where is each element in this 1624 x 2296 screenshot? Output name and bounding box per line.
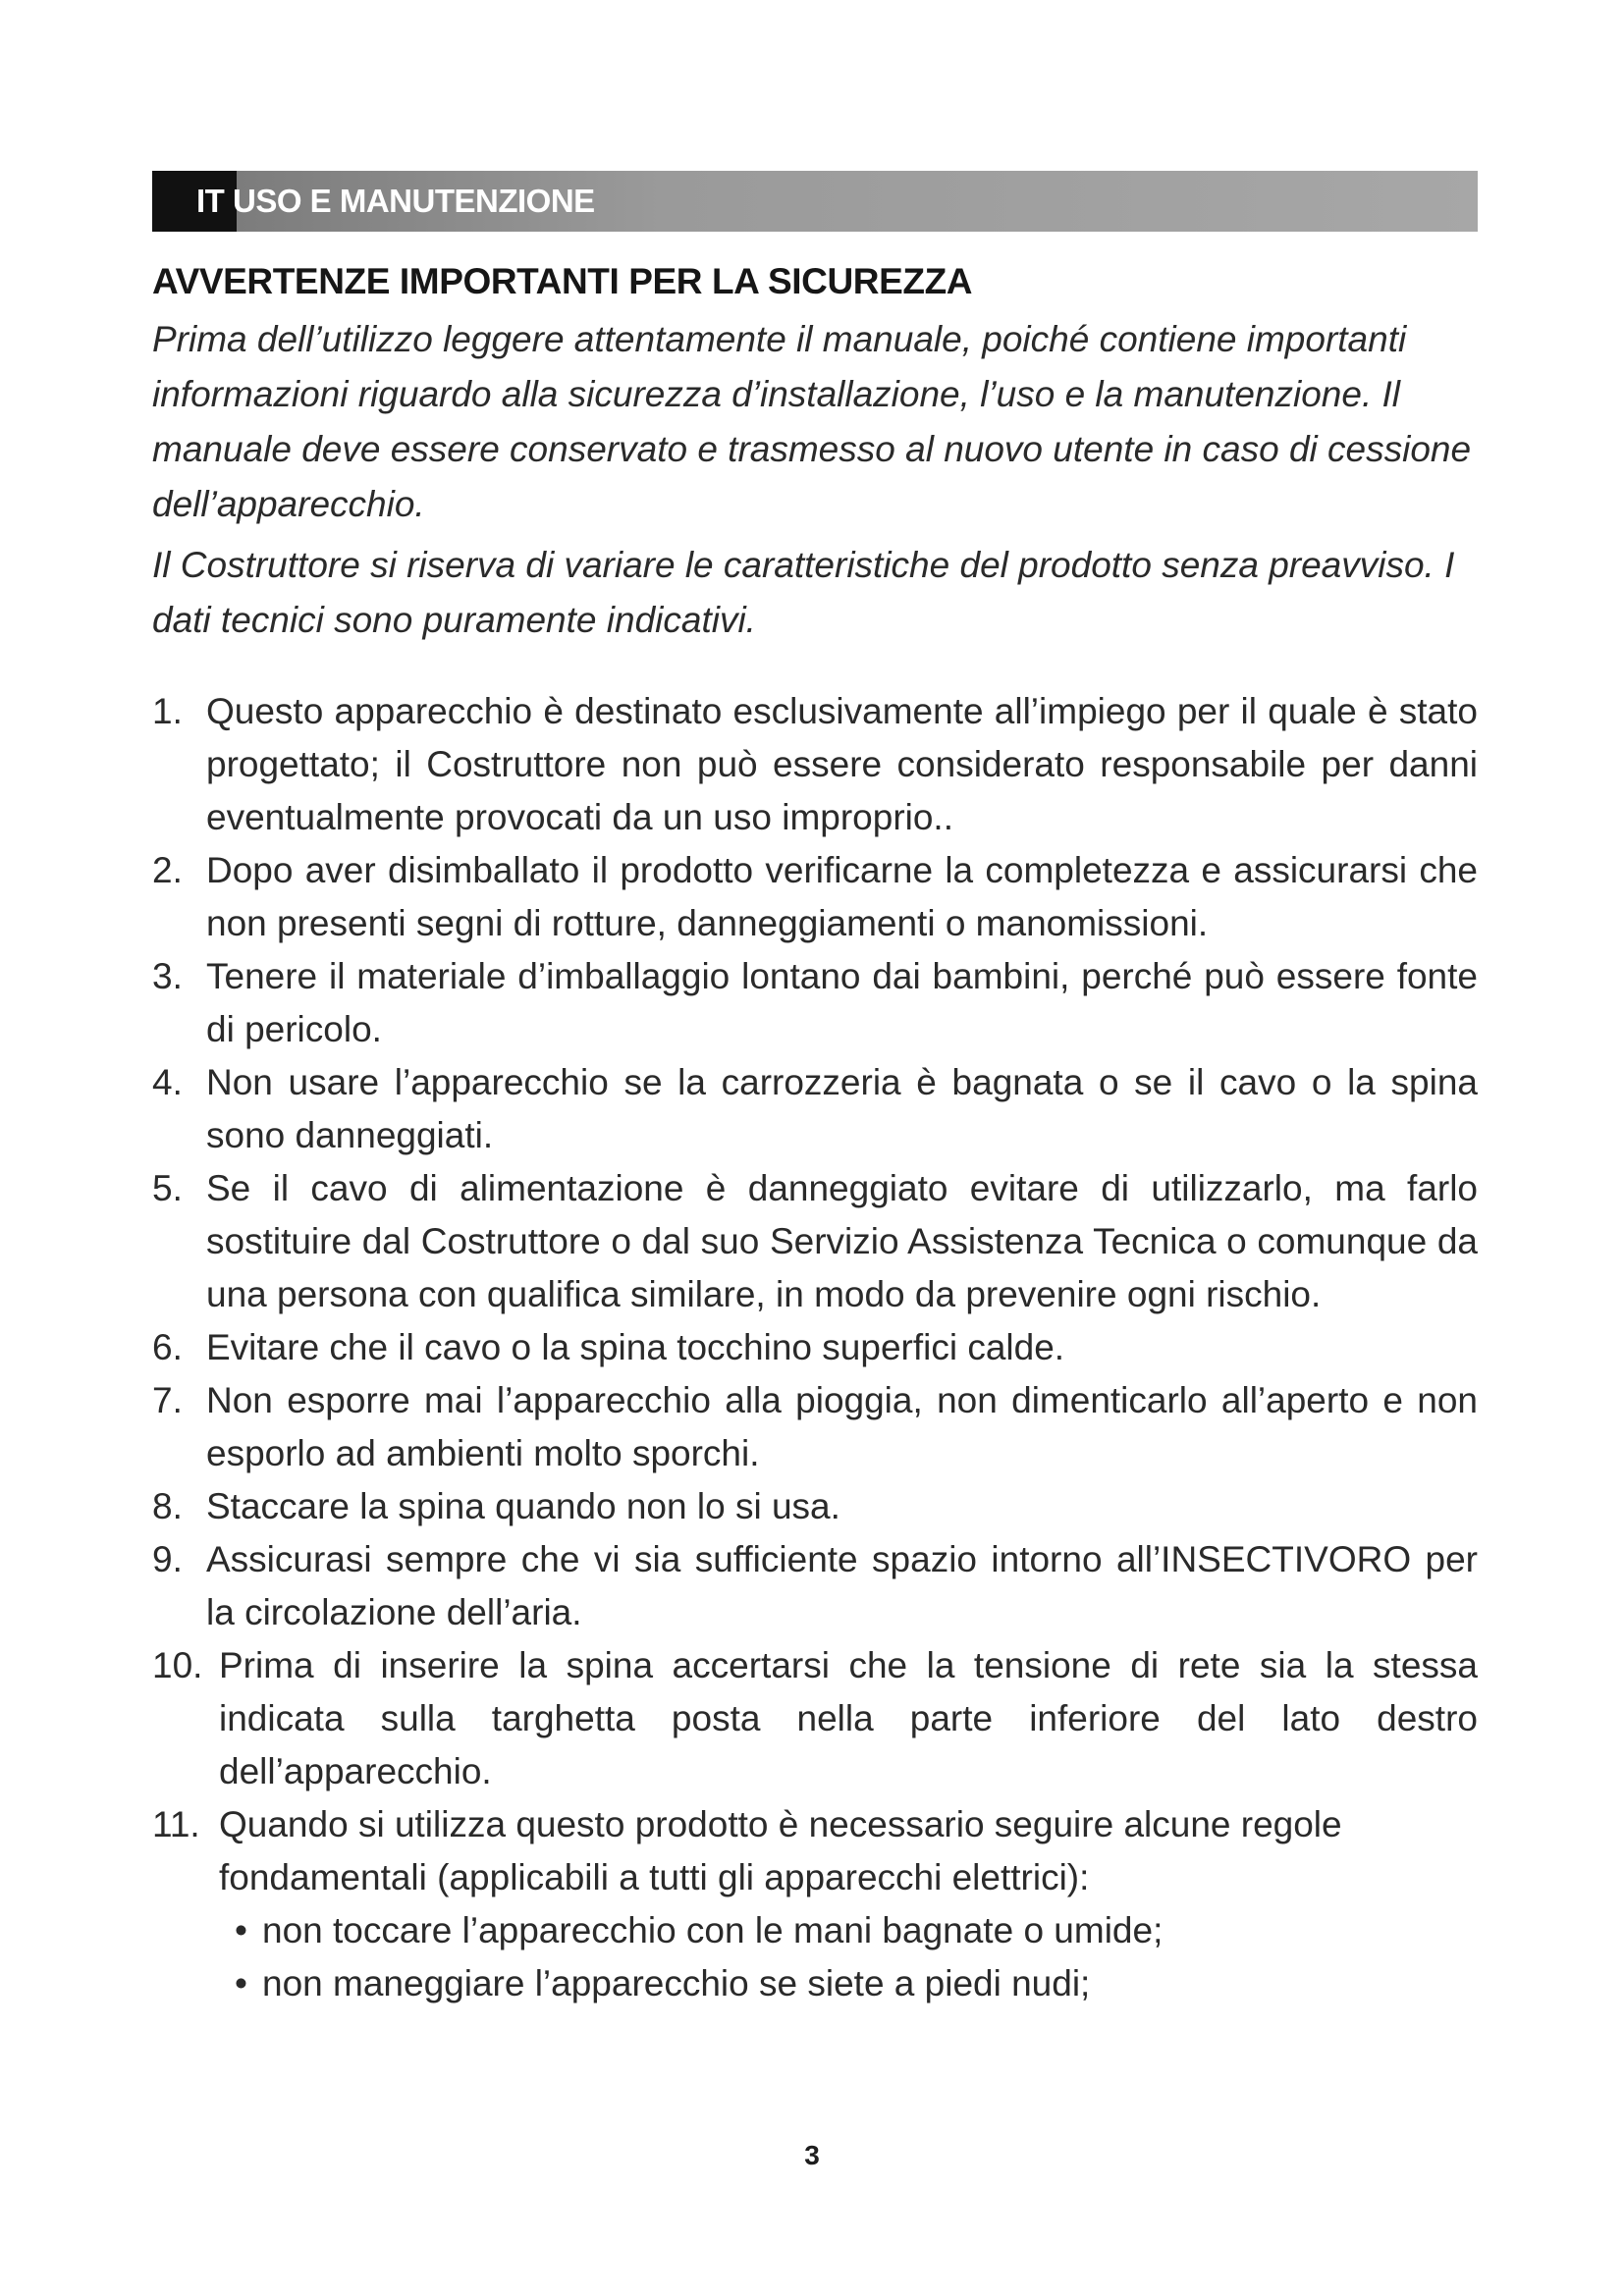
list-item <box>152 1374 1478 1480</box>
bullet-text: non toccare l’apparecchio con le mani bagnate o umide; <box>262 1910 1164 1950</box>
intro-paragraph: Il Costruttore si riserva di variare le caratteristiche del prodotto senza preavviso. I dati tecnici sono puramente indicativi. <box>152 545 1455 640</box>
item-number: 1. <box>152 691 183 731</box>
item-text: Quando si utilizza questo prodotto è necessario seguire alcune regole fondamentali (applicabili a tutti gli apparecchi elettrici): <box>219 1804 1342 1897</box>
item-text: Se il cavo di alimentazione è danneggiato evitare di utilizzarlo, ma farlo sostituire dal Costruttore o dal suo Servizio Assistenza Tecnica o comunque da una persona con qualifica similare, in modo da prevenire ogni rischio. <box>206 1168 1478 1314</box>
bullet-dot-icon: • <box>235 1963 247 2003</box>
bullet-list <box>219 1904 1478 2010</box>
list-item <box>152 1162 1478 1321</box>
item-number: 6. <box>152 1327 183 1367</box>
bullet-text: non maneggiare l’apparecchio se siete a piedi nudi; <box>262 1963 1091 2003</box>
section-header-label: IT USO E MANUTENZIONE <box>196 183 595 219</box>
list-item <box>152 1533 1478 1639</box>
list-item <box>152 950 1478 1056</box>
item-text: Assicurasi sempre che vi sia sufficiente spazio intorno all’INSECTIVORO per la circolazione dell’aria. <box>206 1539 1478 1632</box>
list-item <box>152 1480 1478 1533</box>
item-number: 7. <box>152 1380 183 1420</box>
intro-text <box>152 312 1478 648</box>
item-number: 3. <box>152 956 183 996</box>
bullet-item <box>219 1957 1478 2010</box>
item-number: 10. <box>152 1645 203 1685</box>
bullet-dot-icon: • <box>235 1910 247 1950</box>
list-item <box>152 1639 1478 1798</box>
item-number: 2. <box>152 850 183 890</box>
item-text: Tenere il materiale d’imballaggio lontano dai bambini, perché può essere fonte di pericolo. <box>206 956 1478 1049</box>
item-number: 11. <box>152 1804 200 1844</box>
bullet-item <box>219 1904 1478 1957</box>
item-text: Staccare la spina quando non lo si usa. <box>206 1486 840 1526</box>
item-text: Non usare l’apparecchio se la carrozzeria è bagnata o se il cavo o la spina sono danneggiati. <box>206 1062 1478 1155</box>
list-item <box>152 685 1478 844</box>
section-header-bar <box>152 171 1478 232</box>
safety-list <box>152 685 1478 2010</box>
manual-page <box>152 171 1478 2010</box>
list-item <box>152 1321 1478 1374</box>
intro-paragraph: Prima dell’utilizzo leggere attentamente il manuale, poiché contiene importanti informazioni riguardo alla sicurezza d’installazione, l’uso e la manutenzione. Il manuale deve essere conservato e trasmesso al nuovo utente in caso di cessione dell’apparecchio. <box>152 319 1472 524</box>
item-text: Evitare che il cavo o la spina tocchino superfici calde. <box>206 1327 1065 1367</box>
item-number: 8. <box>152 1486 183 1526</box>
item-number: 9. <box>152 1539 183 1579</box>
list-item <box>152 1056 1478 1162</box>
list-item <box>152 844 1478 950</box>
item-text: Non esporre mai l’apparecchio alla pioggia, non dimenticarlo all’aperto e non esporlo ad ambienti molto sporchi. <box>206 1380 1478 1473</box>
page-number: 3 <box>804 2140 820 2170</box>
list-item <box>152 1798 1478 2010</box>
item-text: Questo apparecchio è destinato esclusivamente all’impiego per il quale è stato progettato; il Costruttore non può essere considerato responsabile per danni eventualmente provocati da un uso improprio.. <box>206 691 1478 837</box>
item-number: 4. <box>152 1062 183 1102</box>
item-text: Prima di inserire la spina accertarsi che la tensione di rete sia la stessa indicata sulla targhetta posta nella parte inferiore del lato destro dell’apparecchio. <box>219 1645 1478 1791</box>
item-text: Dopo aver disimballato il prodotto verificarne la completezza e assicurarsi che non presenti segni di rotture, danneggiamenti o manomissioni. <box>206 850 1478 943</box>
item-number: 5. <box>152 1168 183 1208</box>
safety-title: AVVERTENZE IMPORTANTI PER LA SICUREZZA <box>152 261 973 301</box>
